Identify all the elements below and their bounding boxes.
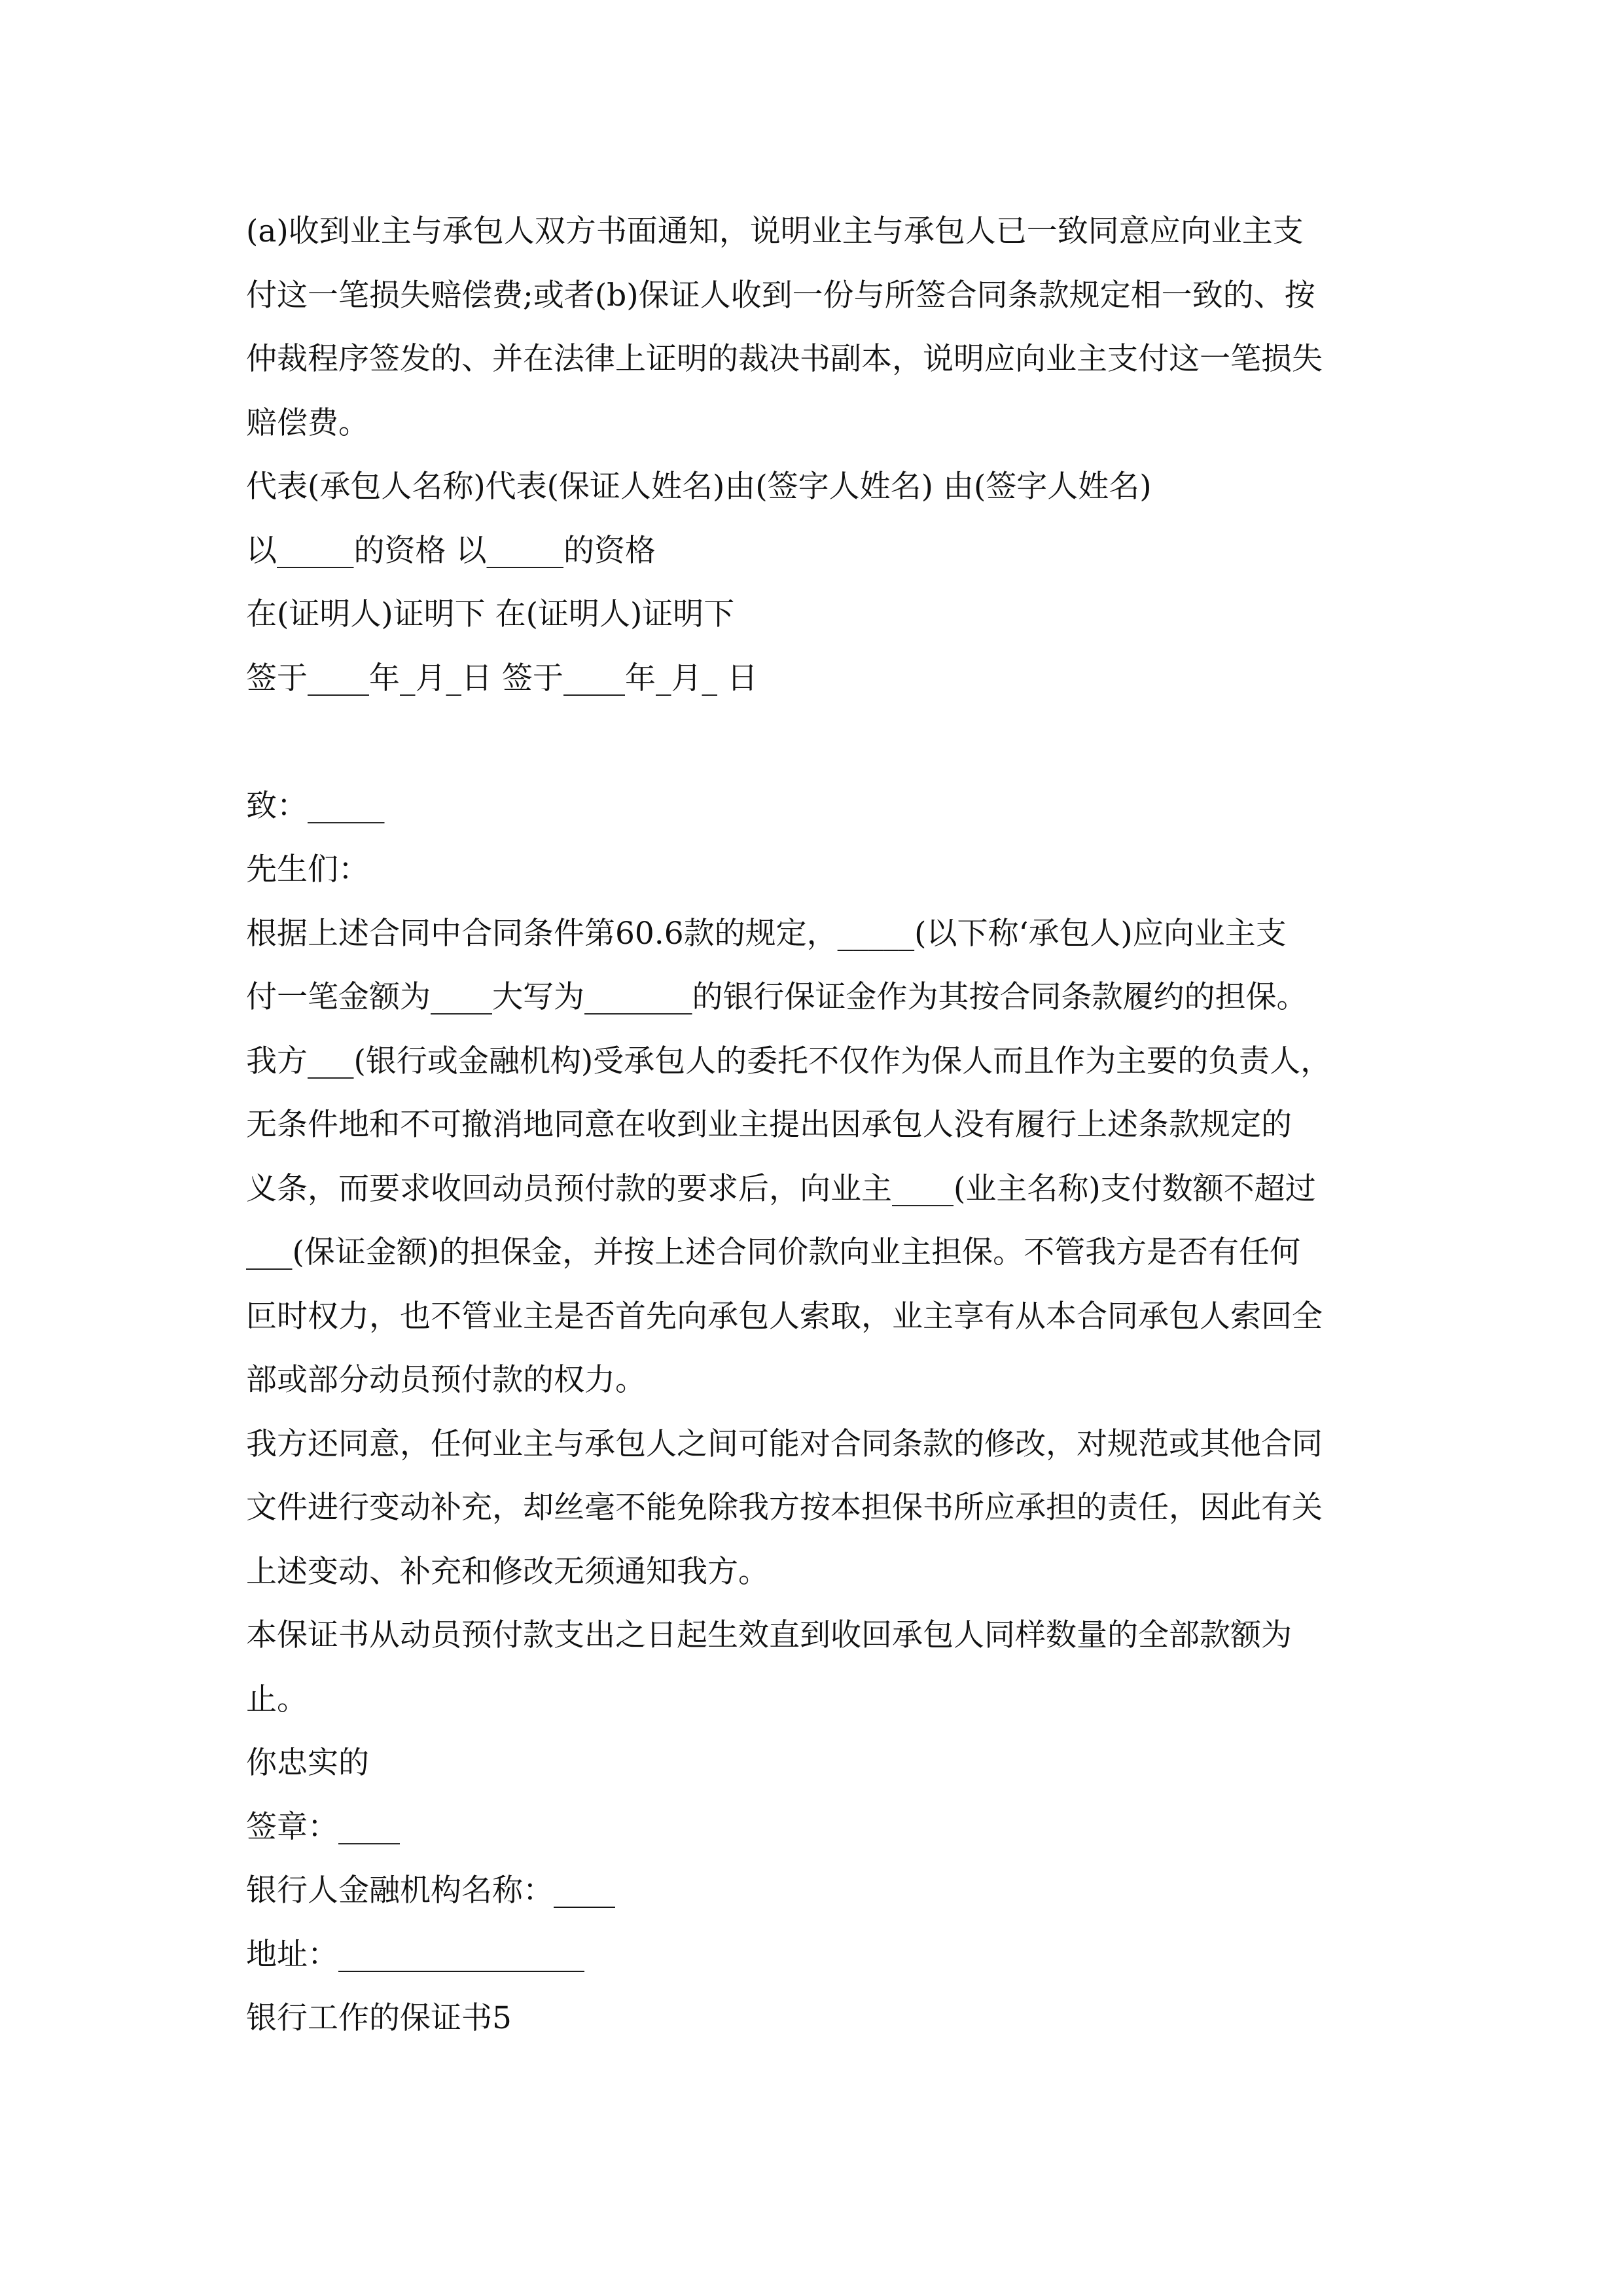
address-field: 地址：________________ [246, 1936, 584, 1973]
section-heading: 银行工作的保证书5 [246, 2000, 512, 2036]
paragraph-line: 上述变动、补充和修改无须通知我方。 [246, 1553, 769, 1590]
paragraph-line: 止。 [246, 1681, 308, 1717]
paragraph-line: 付一笔金额为____大写为_______的银行保证金作为其按合同条款履约的担保。 [246, 979, 1308, 1015]
paragraph-line: 义条，而要求收回动员预付款的要求后，向业主____(业主名称)支付数额不超过 [246, 1170, 1316, 1207]
closing-line: 你忠实的 [246, 1745, 369, 1781]
paragraph-line: 文件进行变动补充，却丝毫不能免除我方按本担保书所应承担的责任，因此有关 [246, 1490, 1323, 1526]
salutation-line: 先生们： [246, 852, 369, 888]
signature-field: 签章：____ [246, 1808, 400, 1845]
addressee-line: 致：_____ [246, 787, 385, 824]
paragraph-line: 无条件地和不可撤消地同意在收到业主提出因承包人没有履行上述条款规定的 [246, 1107, 1292, 1143]
signature-block-line: 签于____年_月_日 签于____年_月_ 日 [246, 660, 758, 696]
signature-block-line: 在(证明人)证明下 在(证明人)证明下 [246, 596, 735, 632]
paragraph-line: 部或部分动员预付款的权力。 [246, 1362, 646, 1398]
paragraph-line: 根据上述合同中合同条件第60.6款的规定，_____(以下称‘承包人)应向业主支 [246, 915, 1287, 952]
paragraph-line: 付这一笔损失赔偿费;或者(b)保证人收到一份与所签合同条款规定相一致的、按 [246, 277, 1315, 314]
signature-block-line: 代表(承包人名称)代表(保证人姓名)由(签字人姓名) 由(签字人姓名) [246, 469, 1152, 505]
paragraph-line: 我方还同意，任何业主与承包人之间可能对合同条款的修改，对规范或其他合同 [246, 1426, 1323, 1462]
paragraph-line: ___(保证金额)的担保金，并按上述合同价款向业主担保。不管我方是否有任何 [246, 1234, 1301, 1270]
paragraph-line: 本保证书从动员预付款支出之日起生效直到收回承包人同样数量的全部款额为 [246, 1617, 1292, 1653]
bank-name-field: 银行人金融机构名称：____ [246, 1873, 615, 1909]
paragraph-line: 赔偿费。 [246, 404, 369, 441]
signature-block-line: 以_____的资格 以_____的资格 [246, 532, 656, 569]
document-body [246, 200, 1398, 2051]
paragraph-line: 我方___(银行或金融机构)受承包人的委托不仅作为保人而且作为主要的负责人， [246, 1043, 1332, 1079]
paragraph-line: 叵时权力，也不管业主是否首先向承包人索取，业主享有从本合同承包人索回全 [246, 1298, 1323, 1335]
paragraph-line: 仲裁程序签发的、并在法律上证明的裁决书副本，说明应向业主支付这一笔损失 [246, 341, 1323, 377]
section-spacer [246, 710, 1398, 774]
paragraph-line: (a)收到业主与承包人双方书面通知，说明业主与承包人已一致同意应向业主支 [246, 213, 1304, 249]
